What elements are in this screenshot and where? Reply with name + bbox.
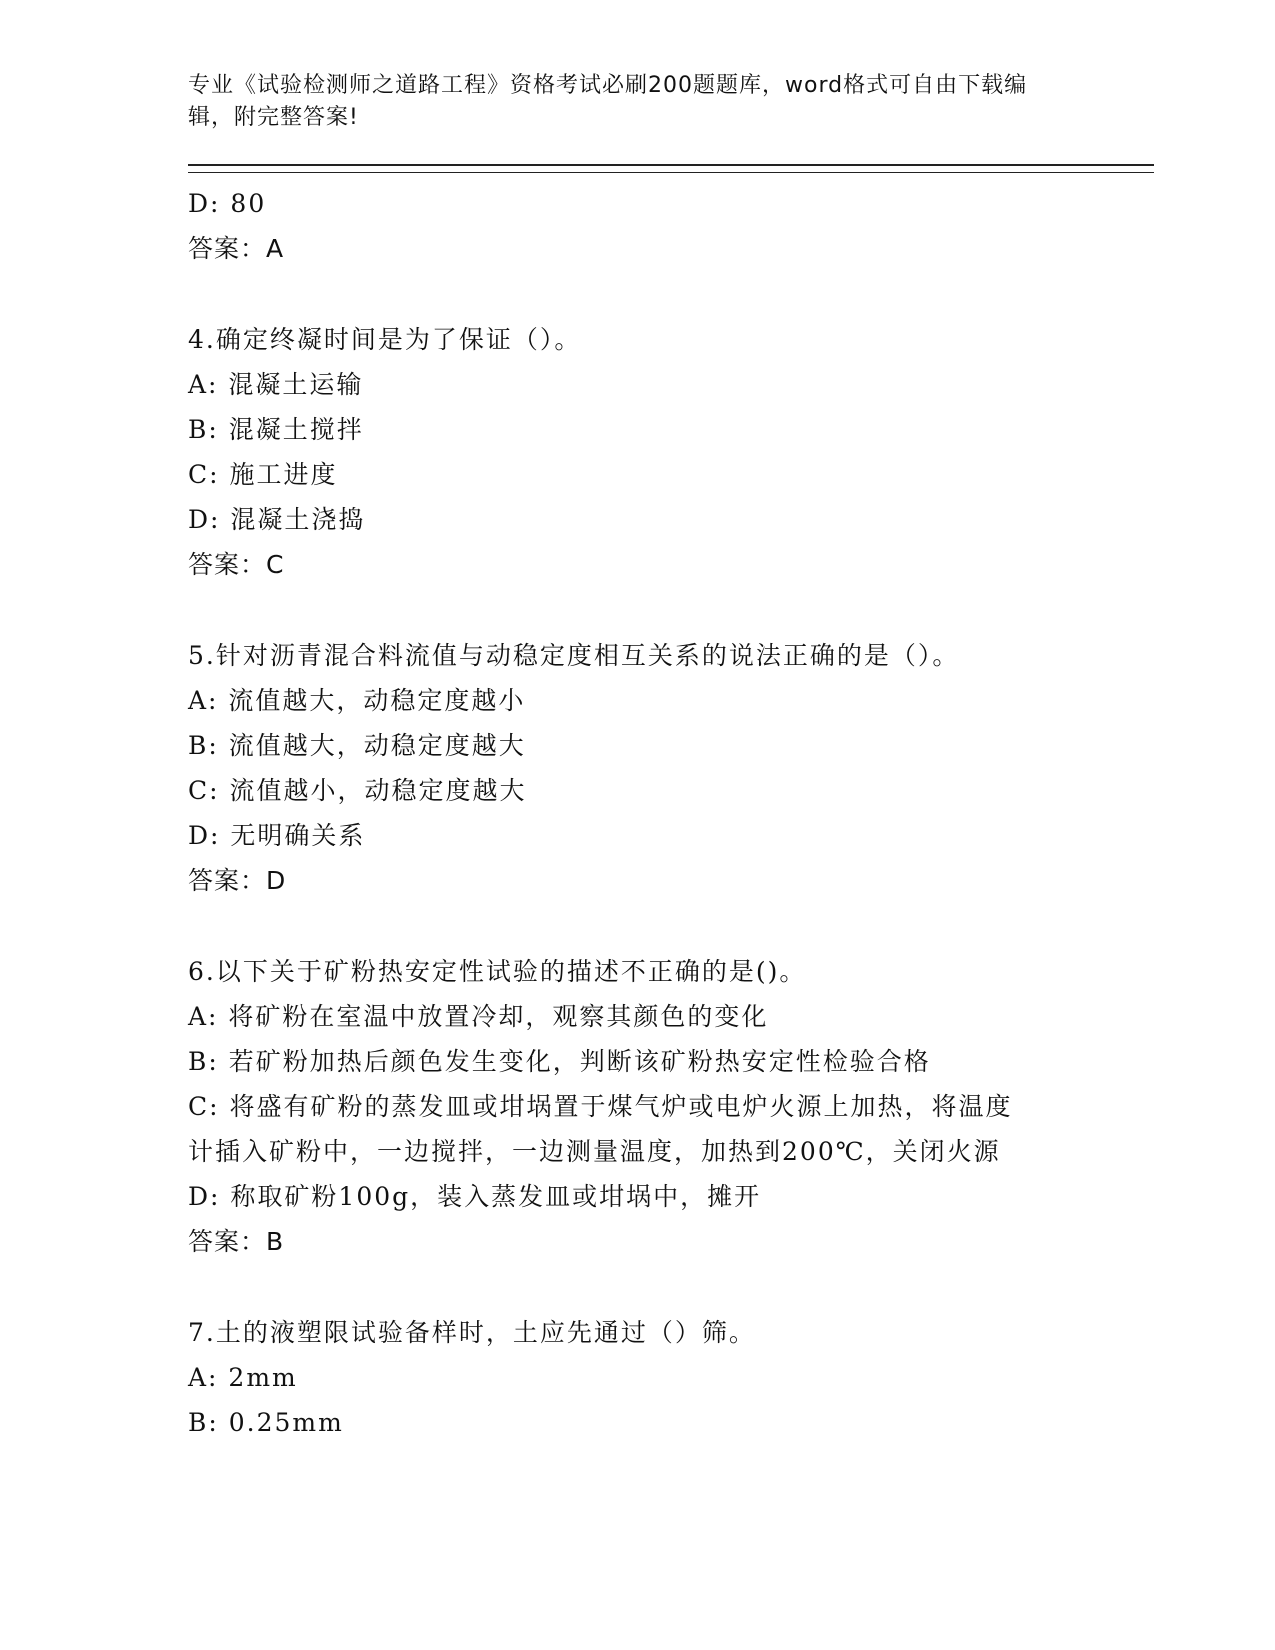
option-c: C: 施工进度 (188, 460, 338, 489)
question-7 (188, 1310, 1148, 1445)
option-b: B: 流值越大，动稳定度越大 (188, 731, 526, 760)
option-b: B: 若矿粉加热后颜色发生变化，判断该矿粉热安定性检验合格 (188, 1047, 931, 1076)
option-c-continued: 计插入矿粉中，一边搅拌，一边测量温度，加热到200℃，关闭火源 (188, 1137, 1001, 1166)
option-d: D: 称取矿粉100g，装入蒸发皿或坩埚中，摊开 (188, 1182, 762, 1211)
continued-question (188, 181, 1148, 271)
option-d: D: 混凝土浇捣 (188, 505, 366, 534)
option-b: B: 混凝土搅拌 (188, 415, 364, 444)
option-a: A: 2mm (188, 1363, 298, 1392)
option-a: A: 将矿粉在室温中放置冷却，观察其颜色的变化 (188, 1002, 769, 1031)
answer-line: 答案：C (188, 550, 285, 579)
option-d: D: 80 (188, 189, 267, 218)
option-c: C: 将盛有矿粉的蒸发皿或坩埚置于煤气炉或电炉火源上加热，将温度 (188, 1092, 1013, 1121)
document-header-title: 专业《试验检测师之道路工程》资格考试必刷200题题库，word格式可自由下载编辑，附完整答案! (188, 73, 1028, 130)
header-divider (188, 164, 1154, 173)
answer-line: 答案：A (188, 234, 285, 263)
option-a: A: 流值越大，动稳定度越小 (188, 686, 526, 715)
question-stem: 5.针对沥青混合料流值与动稳定度相互关系的说法正确的是（）。 (188, 641, 960, 670)
answer-line: 答案：B (188, 1227, 285, 1256)
question-stem: 6.以下关于矿粉热安定性试验的描述不正确的是()。 (188, 957, 807, 986)
document-page (188, 70, 1148, 1445)
question-5 (188, 633, 1148, 903)
question-6 (188, 949, 1148, 1264)
option-c: C: 流值越小，动稳定度越大 (188, 776, 527, 805)
question-4 (188, 317, 1148, 587)
option-b: B: 0.25mm (188, 1408, 344, 1437)
option-a: A: 混凝土运输 (188, 370, 364, 399)
answer-line: 答案：D (188, 866, 287, 895)
question-stem: 7.土的液塑限试验备样时，土应先通过（）筛。 (188, 1318, 756, 1347)
option-d: D: 无明确关系 (188, 821, 366, 850)
question-stem: 4.确定终凝时间是为了保证（）。 (188, 325, 582, 354)
